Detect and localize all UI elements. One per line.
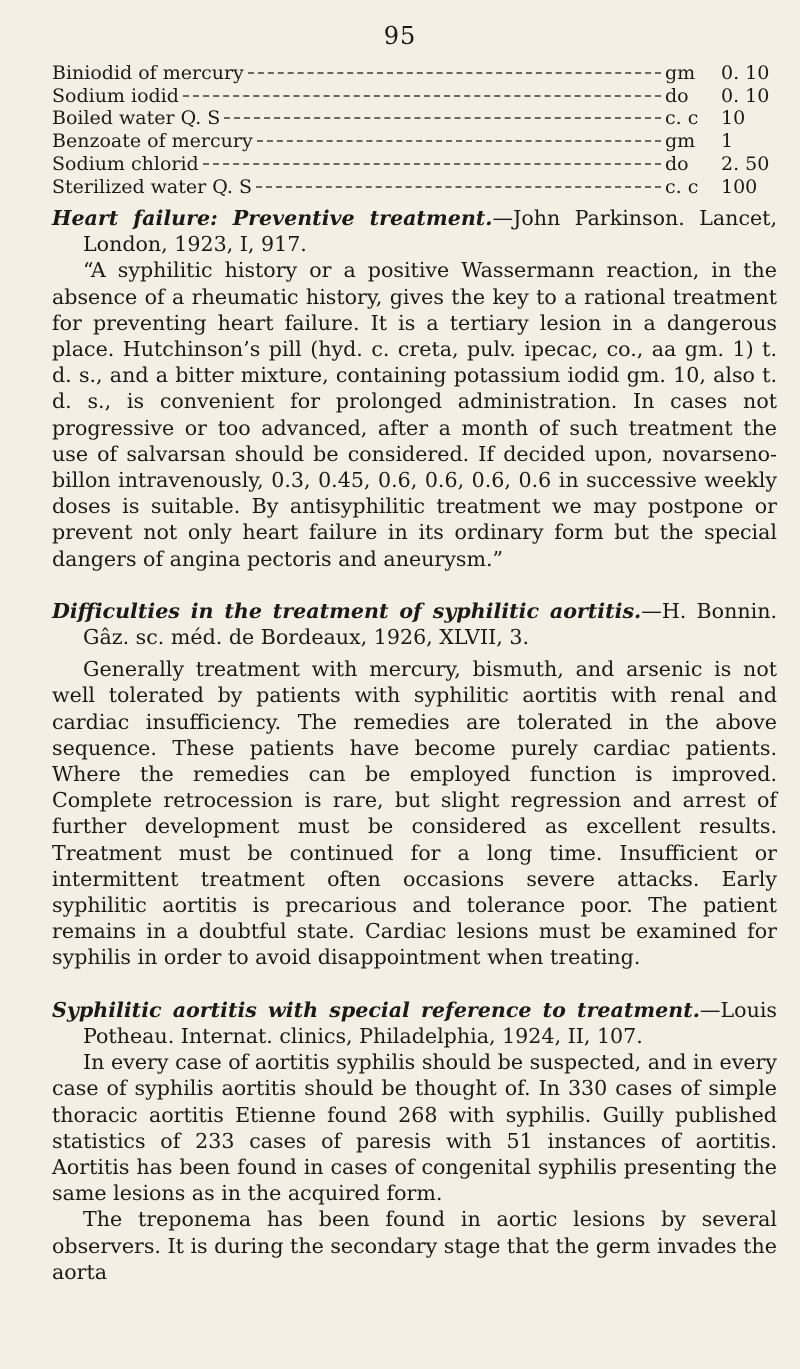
abstract-citation: —H. Bonnin. [641, 598, 777, 623]
abstract-section [52, 997, 777, 1285]
ingredient-unit: c. c [665, 175, 699, 198]
ingredient-quantity: 10 [721, 107, 746, 130]
abstract-section [52, 598, 777, 971]
ingredient-quantity: 100 [721, 175, 758, 198]
abstract-citation-continued: London, 1923, I, 917. [83, 232, 307, 257]
abstract-paragraph: Generally treatment with mercury, bismuth, and arsenic is not well tolerated by patients with syphilitic aortitis with renal and cardiac insufficiency. The remedies are tolerated in the above sequence. These patients have become purely cardiac patients. Where the remedies can be employed function is improved. Complete retrocession is rare, but slight regression and arrest of further development must be considered as excellent results. Treatment must be continued for a long time. Insufficient or intermittent treatment often occasions severe attacks. Early syphilitic aortitis is precarious and tolerance poor. The patient remains in a doubtful state. Cardiac lesions must be examined for syphilis in order to avoid disappointment when treating. [52, 657, 777, 970]
ingredient-name: Sodium iodid [52, 84, 179, 107]
leader-dots [183, 95, 661, 97]
section-spacer [52, 971, 777, 997]
ingredient-unit: c. c [665, 107, 699, 130]
prescription-row [52, 62, 777, 85]
ingredient-quantity: 0. 10 [721, 84, 770, 107]
abstract-citation-continued: Potheau. Internat. clinics, Philadelphia, 1924, II, 107. [83, 1023, 643, 1048]
abstract-heading [52, 598, 777, 624]
ingredient-unit: do [665, 152, 689, 175]
ingredient-unit: do [665, 84, 689, 107]
section-spacer [52, 572, 777, 598]
page-number: 95 [383, 22, 417, 50]
article-content [52, 205, 777, 1285]
leader-dots [257, 140, 661, 142]
leader-dots [256, 186, 661, 188]
abstract-heading [52, 997, 777, 1023]
abstract-citation-continued: Gâz. sc. méd. de Bordeaux, 1926, XLVII, 3. [83, 625, 530, 650]
abstract-citation: —Louis [699, 997, 777, 1022]
abstract-section [52, 205, 777, 572]
ingredient-name: Biniodid of mercury [52, 62, 244, 84]
prescription-row [52, 107, 777, 130]
ingredient-quantity: 1 [721, 130, 734, 153]
prescription-list [52, 62, 777, 198]
abstract-title: Heart failure: Preventive treatment. [52, 206, 493, 230]
abstract-title: Difficulties in the treatment of syphilitic aortitis. [52, 598, 642, 623]
abstract-citation: —John Parkinson. Lancet, [492, 206, 777, 230]
leader-dots [203, 163, 661, 165]
ingredient-name: Sodium chlorid [52, 152, 199, 175]
prescription-row [52, 176, 777, 199]
leader-dots [224, 117, 661, 119]
prescription-row [52, 85, 777, 108]
ingredient-name: Sterilized water Q. S [52, 175, 252, 198]
prescription-row [52, 153, 777, 176]
abstract-heading [52, 205, 777, 231]
ingredient-quantity: 0. 10 [721, 62, 770, 84]
ingredient-unit: gm [665, 62, 696, 84]
ingredient-name: Boiled water Q. S [52, 107, 221, 130]
ingredient-name: Benzoate of mercury [52, 130, 253, 153]
abstract-paragraph: The treponema has been found in aortic lesions by several observers. It is during the secondary stage that the germ invades the aorta [52, 1207, 777, 1284]
leader-dots [248, 72, 661, 74]
abstract-paragraph: In every case of aortitis syphilis should be suspected, and in every case of syphilis aortitis should be thought of. In 330 cases of simple thoracic aortitis Etienne found 268 with syphilis. Guilly published statistics of 233 cases of paresis with 51 instances of aortitis. Aortitis has been found in cases of congenital syphilis presenting the same lesions as in the acquired form. [52, 1050, 777, 1206]
ingredient-quantity: 2. 50 [721, 152, 770, 175]
ingredient-unit: gm [665, 130, 696, 153]
abstract-title: Syphilitic aortitis with special reference to treatment. [52, 997, 700, 1022]
abstract-paragraph: “A syphilitic history or a positive Wassermann reaction, in the absence of a rheumatic history, gives the key to a rational treatment for preventing heart failure. It is a tertiary lesion in a dangerous place. Hutchinson’s pill (hyd. c. creta, pulv. ipecac, co., aa gm. 1) t. d. s., and a bitter mixture, containing potassium iodid gm. 10, also t. d. s., is convenient for prolonged administration. In cases not progressive or too advanced, after a month of such treatment the use of salvarsan should be considered. If decided upon, novarseno-billon intravenously, 0.3, 0.45, 0.6, 0.6, 0.6, 0.6 in successive weekly doses is suitable. By antisyphilitic treatment we may postpone or prevent not only heart failure in its ordinary form but the special dangers of angina pectoris and aneurysm.” [52, 258, 777, 571]
prescription-row [52, 130, 777, 153]
